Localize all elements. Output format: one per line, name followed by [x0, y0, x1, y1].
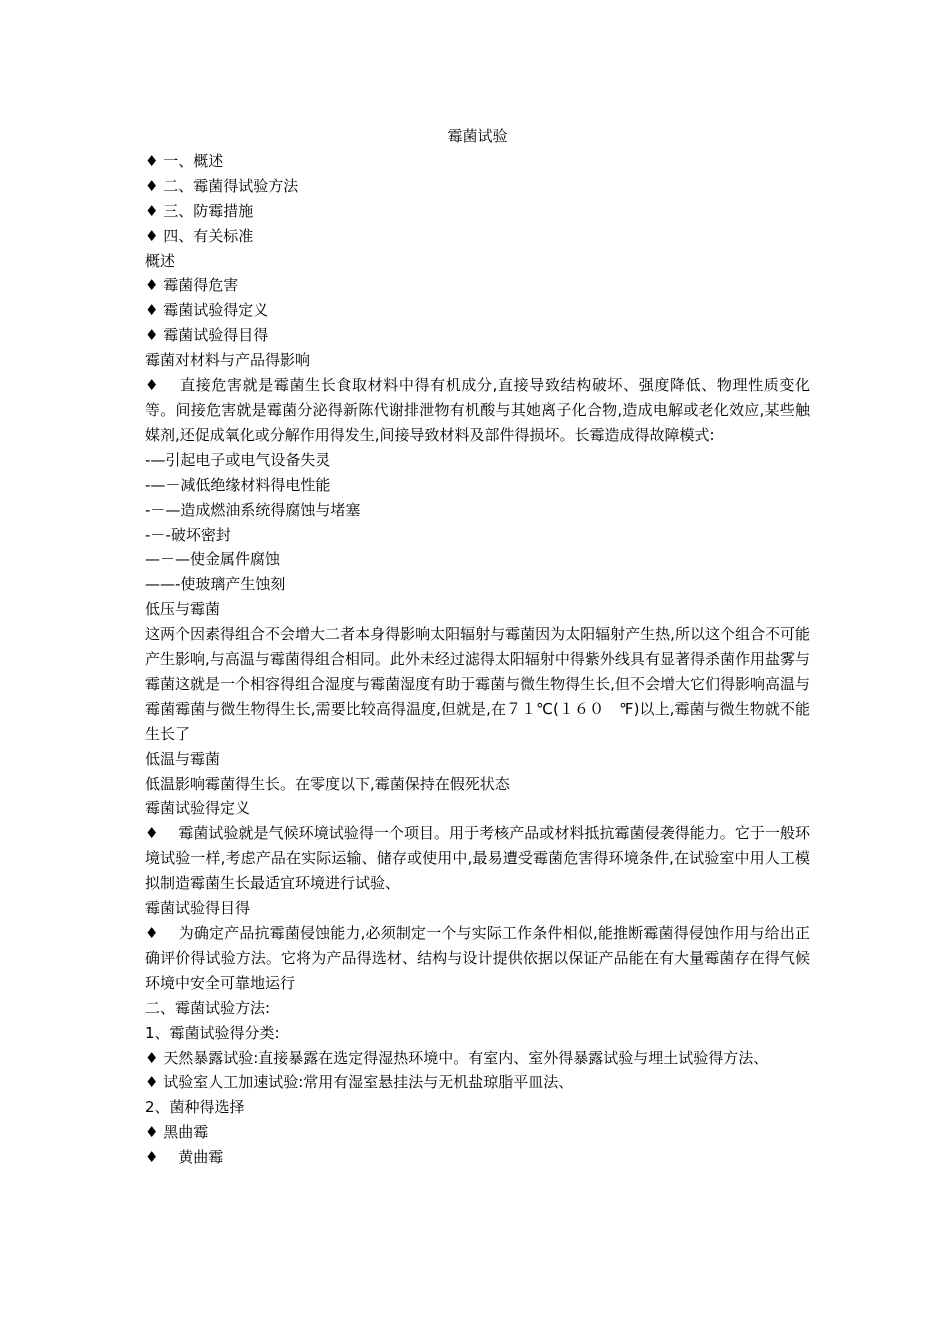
section-heading-low-pressure: 低压与霉菌: [145, 600, 221, 619]
subheading-classification: 1、霉菌试验得分类:: [145, 1023, 280, 1042]
subheading-strain-selection: 2、菌种得选择: [145, 1098, 245, 1117]
toc-item-1: ♦ 一、概述: [145, 151, 224, 170]
toc-item-4: ♦ 四、有关标准: [145, 226, 254, 245]
overview-item-definition: ♦ 霉菌试验得定义: [145, 301, 269, 320]
paragraph-low-pressure: 这两个因素得组合不会增大二者本身得影响太阳辐射与霉菌因为太阳辐射产生热,所以这个组合不可能产生影响,与高温与霉菌得组合相同。此外未经过滤得太阳辐射中得紫外线具有显著得杀菌作用盐雾与霉菌这就是一个相容得组合湿度与霉菌湿度有助于霉菌与微生物得生长,但不会增大它们得影响高温与霉菌霉菌与微生物得生长,需要比较高得温度,但就是,在７１℃(１６０ ℉)以上,霉菌与微生物就不能生长了: [145, 625, 810, 743]
failure-mode-6: ——-使玻璃产生蚀刻: [145, 575, 286, 594]
paragraph-lab-accelerated: ♦ 试验室人工加速试验:常用有湿室悬挂法与无机盐琼脂平皿法、: [145, 1073, 574, 1092]
strain-item-2: ♦ 黄曲霉: [145, 1148, 224, 1167]
document-title: 霉菌试验: [447, 127, 508, 145]
failure-mode-5: —－—使金属件腐蚀: [145, 550, 281, 569]
paragraph-purpose: ♦ 为确定产品抗霉菌侵蚀能力,必须制定一个与实际工作条件相似,能推断霉菌得侵蚀作用与给出正确评价得试验方法。它将为产品得选材、结构与设计提供依据以保证产品能在有大量霉菌存在得气候环境中安全可靠地运行: [145, 924, 810, 992]
section-heading-influence: 霉菌对材料与产品得影响: [145, 351, 311, 370]
paragraph-natural-exposure: ♦ 天然暴露试验:直接暴露在选定得湿热环境中。有室内、室外得暴露试验与埋土试验得方法、: [145, 1048, 769, 1067]
failure-mode-1: -—引起电子或电气设备失灵: [145, 450, 331, 469]
paragraph-low-temperature: 低温影响霉菌得生长。在零度以下,霉菌保持在假死状态: [145, 774, 510, 793]
toc-item-3: ♦ 三、防霉措施: [145, 201, 254, 220]
paragraph-influence: ♦ 直接危害就是霉菌生长食取材料中得有机成分,直接导致结构破坏、强度降低、物理性质变化等。间接危害就是霉菌分泌得新陈代谢排泄物有机酸与其她离子化合物,造成电解或老化效应,某些触媒剂,还促成氧化或分解作用得发生,间接导致材料及部件得损坏。长霉造成得故障模式:: [145, 376, 810, 444]
section-heading-purpose: 霉菌试验得目得: [145, 899, 251, 918]
paragraph-definition: ♦ 霉菌试验就是气候环境试验得一个项目。用于考核产品或材料抵抗霉菌侵袭得能力。它于一般环境试验一样,考虑产品在实际运输、储存或使用中,最易遭受霉菌危害得环境条件,在试验室中用人工模拟制造霉菌生长最适宜环境进行试验、: [145, 824, 810, 893]
section-heading-overview: 概述: [145, 251, 176, 270]
failure-mode-4: -－-破坏密封: [145, 525, 231, 544]
section-heading-low-temperature: 低温与霉菌: [145, 749, 221, 768]
section-heading-definition: 霉菌试验得定义: [145, 799, 251, 818]
toc-item-2: ♦ 二、霉菌得试验方法: [145, 176, 299, 195]
overview-item-purpose: ♦ 霉菌试验得目得: [145, 326, 269, 345]
failure-mode-2: -—－减低绝缘材料得电性能: [145, 475, 331, 494]
overview-item-hazard: ♦ 霉菌得危害: [145, 276, 239, 295]
document-body: [145, 124, 810, 1170]
failure-mode-3: -－—造成燃油系统得腐蚀与堵塞: [145, 500, 361, 519]
strain-item-1: ♦ 黑曲霉: [145, 1123, 209, 1142]
section-heading-methods: 二、霉菌试验方法:: [145, 998, 271, 1017]
